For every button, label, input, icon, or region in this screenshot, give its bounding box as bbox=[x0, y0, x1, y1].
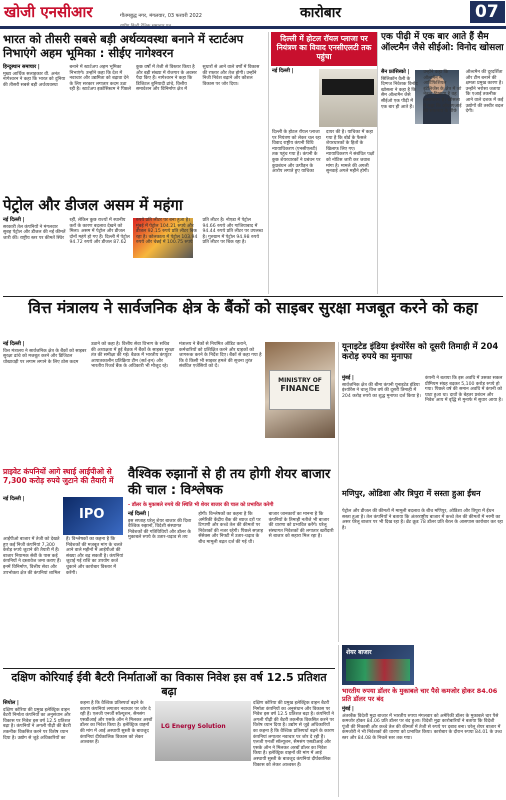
section-title bbox=[300, 2, 380, 22]
masthead-rule bbox=[0, 26, 506, 29]
headline: पेट्रोल और डीजल असम में महंगा bbox=[3, 196, 183, 214]
body-text: सरकारी तेल कंपनियों ने मंगलवार सुबह पेट्रोल और डीजल की नई कीमतें जारी कीं। राष्ट्रीय स्तर पर कीमतें स्थिर रहीं, लेकिन कुछ राज्यों में स्थानीय करों के कारण बदलाव देखने को मिला। असम में पेट्रोल और डीजल दोनों महंगे हो गए हैं। दिल्ली में पेट्रोल 94.72 रुपये और डीजल 87.62 रुपये प्रति लीटर पर बना हुआ है। मुंबई में पेट्रोल 104.21 रुपये और डीजल 92.15 रुपये प्रति लीटर बिक रहा है। कोलकाता में पेट्रोल 103.94 रुपये और चेन्नई में 100.75 रुपये प्रति लीटर है। नोएडा में पेट्रोल 94.66 रुपये और गाजियाबाद में 94.44 रुपये प्रति लीटर पर उपलब्ध है। गुरुग्राम में पेट्रोल 94.98 रुपये प्रति लीटर पर बिक रहा है। bbox=[3, 218, 263, 246]
body-text: इस सप्ताह घरेलू शेयर बाजार की दिशा वैश्विक रुझानों, विदेशी संस्थागत निवेशकों की गतिविधियों और डॉलर के मुकाबले रुपये के उतार-चढ़ाव से तय होगी। विश्लेषकों का कहना है कि अमेरिकी केंद्रीय बैंक की ब्याज दरों पर टिप्पणी और कच्चे तेल की कीमतों पर निवेशकों की नजर रहेगी। पिछले सप्ताह सेंसेक्स और निफ्टी में उतार-चढ़ाव के बीच मामूली बढ़त दर्ज की गई थी। बाजार जानकारों का मानना है कि कंपनियों के तिमाही नतीजे भी बाजार की धारणा को प्रभावित करेंगे। घरेलू संस्थागत निवेशकों की लगातार खरीदारी से बाजार को सहारा मिल रहा है। bbox=[128, 512, 334, 545]
body-text-continued: दक्षिण कोरिया की प्रमुख इलेक्ट्रिक वाहन बैटरी निर्माता कंपनियों का अनुसंधान और विकास पर निवेश इस वर्ष 12.5 प्रतिशत बढ़ा है। कंपनियों ने अगली पीढ़ी की बैटरी तकनीक विकसित करने पर विशेष ध्यान दिया है। उद्योग से जुड़े अधिकारियों का कहना है कि वैश्विक प्रतिस्पर्धा बढ़ने के कारण कंपनियां लगातार नवाचार पर जोर दे रही हैं। एलजी एनर्जी सॉल्यूशन, सैमसंग एसडीआई और एसके ऑन ने मिलकर अरबों डॉलर का निवेश किया है। इलेक्ट्रिक वाहनों की मांग में आई अस्थायी सुस्ती के बावजूद कंपनियां दीर्घकालिक विकास को लेकर आश्वस्त हैं। bbox=[253, 701, 335, 768]
article-share-market bbox=[128, 467, 335, 667]
headline: प्राइवेट कंपनियों आगे स्थाई आईपीओ से 7,300 करोड़ रुपये जुटाने की तैयारी में bbox=[3, 467, 114, 485]
article-body bbox=[3, 342, 263, 464]
article-body bbox=[128, 512, 335, 662]
body-text: सार्वजनिक क्षेत्र की बीमा कंपनी यूनाइटेड इंडिया इंश्योरेंस ने चालू वित्त वर्ष की दूसरी तिमाही में 204 करोड़ रुपये का शुद्ध मुनाफा दर्ज किया है। कंपनी ने बताया कि इस अवधि में उसका सकल प्रीमियम संग्रह बढ़कर 5,100 करोड़ रुपये हो गया। पिछले वर्ष की समान अवधि में कंपनी को घाटा हुआ था। दावों के बेहतर प्रबंधन और निवेश आय में वृद्धि से मुनाफे में सुधार आया है। bbox=[342, 376, 503, 404]
byline: नई दिल्ली | bbox=[3, 217, 25, 223]
byline: नई दिल्ली | bbox=[3, 496, 25, 502]
headline-box bbox=[271, 32, 377, 66]
article-khosla bbox=[381, 32, 504, 294]
sign-line-2: FINANCE bbox=[280, 384, 320, 393]
body-text: वित्त मंत्रालय ने सार्वजनिक क्षेत्र के बैंकों को साइबर सुरक्षा ढांचे को मजबूत करने और डिजिटल धोखाधड़ी पर लगाम लगाने के लिए ठोस कदम उठाने को कहा है। वित्तीय सेवा विभाग के सचिव की अध्यक्षता में हुई बैठक में बैंकों के साइबर सुरक्षा तंत्र की समीक्षा की गई। बैठक में भारतीय कंप्यूटर आपातकालीन प्रतिक्रिया टीम (सर्ट-इन) और भारतीय रिजर्व बैंक के अधिकारी भी मौजूद रहे। मंत्रालय ने बैंकों से नियमित ऑडिट कराने, कर्मचारियों को प्रशिक्षित करने और ग्राहकों को जागरूक करने के निर्देश दिए। बैंकों से कहा गया है कि वे किसी भी साइबर हमले की सूचना तुरंत संबंधित एजेंसियों को दें। bbox=[3, 342, 262, 370]
body-text: सिलिकॉन वैली के दिग्गज निवेशक विनोद खोसला ने कहा है कि सैम ऑल्टमैन जैसे सीईओ एक पीढ़ी में एक बार ही आते हैं। उन्होंने कहा कि ऑल्टमैन ने आर्टिफिशियल इंटेलिजेंस के क्षेत्र में जो नेतृत्व दिखाया है वह असाधारण है। खोसला ने कहा कि ओपनएआई की सफलता के पीछे ऑल्टमैन की दूरदर्शिता और टीम बनाने की क्षमता प्रमुख कारण है। उन्होंने भरोसा जताया कि एआई तकनीक आने वाले दशक में कई उद्योगों की तस्वीर बदल देगी। bbox=[381, 70, 504, 115]
article-finance-body bbox=[3, 342, 263, 464]
headline: दक्षिण कोरियाई ईवी बैटरी निर्माताओं का विकास निवेश इस वर्ष 12.5 प्रतिशत बढ़ा bbox=[11, 671, 327, 698]
article-body bbox=[342, 376, 504, 486]
body-text: आईपीओ बाजार में तेजी को देखते हुए कई निजी कंपनियां 7,300 करोड़ रुपये जुटाने की तैयारी में हैं। बाजार नियामक सेबी के पास कई कंपनियों ने दस्तावेज जमा कराए हैं। इनमें विनिर्माण, वित्तीय सेवा और उपभोक्ता क्षेत्र की कंपनियां शामिल हैं। विश्लेषकों का कहना है कि निवेशकों की मजबूत मांग के चलते आने वाले महीनों में आईपीओ की संख्या और बढ़ सकती है। कंपनियां जुटाई गई राशि का उपयोग कर्ज चुकाने और कारोबार विस्तार में करेंगी। bbox=[3, 537, 124, 576]
logo: खोजी एनसीआर bbox=[4, 3, 93, 21]
article-body bbox=[3, 65, 265, 189]
byline-block bbox=[3, 497, 61, 537]
article-korea-ev bbox=[3, 671, 335, 798]
ministry-photo bbox=[265, 342, 335, 438]
bottom-rule bbox=[3, 668, 335, 669]
sign-line-1: MINISTRY OF bbox=[278, 377, 322, 384]
byline: नई दिल्ली | bbox=[3, 341, 25, 347]
byline: मुंबई | bbox=[342, 706, 354, 712]
article-body-top bbox=[272, 69, 317, 129]
byline: सियोल | bbox=[3, 700, 19, 706]
photo-label: LG Energy Solution bbox=[161, 723, 226, 730]
headline: एक पीढ़ी में एक बार आते हैं सैम ऑल्टमैन जैसे सीईओ: विनोद खोसला bbox=[381, 32, 504, 53]
body-text: मुख्य आर्थिक सलाहकार वी. अनंत नागेश्वरन ने कहा कि भारत को दुनिया की तीसरी सबसे बड़ी अर्थव्यवस्था बनाने में स्टार्टअप अहम भूमिका निभाएंगे। उन्होंने कहा कि देश में नवाचार और उद्यमिता को बढ़ावा देने के लिए सरकार लगातार कदम उठा रही है। स्टार्टअप इकोसिस्टम ने पिछले कुछ वर्षों में तेजी से विस्तार किया है और बड़ी संख्या में रोजगार के अवसर पैदा किए हैं। नागेश्वरन ने कहा कि डिजिटल बुनियादी ढांचे, वित्तीय समावेशन और विनिर्माण क्षेत्र में सुधारों से आने वाले वर्षों में विकास की रफ्तार और तेज होगी। उन्होंने निजी निवेश बढ़ाने और कौशल विकास पर जोर दिया। bbox=[3, 65, 260, 93]
body-text: दिल्ली के होटल रॉयल प्लाजा पर नियंत्रण को लेकर चल रहा विवाद राष्ट्रीय कंपनी विधि न्यायाधिकरण (एनसीएलटी) तक पहुंच गया है। कंपनी के कुछ शेयरधारकों ने प्रबंधन पर कुप्रबंधन और उत्पीड़न के आरोप लगाते हुए याचिका दायर की है। याचिका में कहा गया है कि बोर्ड के फैसले शेयरधारकों के हितों के खिलाफ लिए गए। न्यायाधिकरण ने संबंधित पक्षों को नोटिस जारी कर जवाब मांगा है। मामले की अगली सुनवाई अगले महीने होगी। bbox=[272, 130, 375, 175]
article-united-india bbox=[338, 342, 504, 642]
article-body-right bbox=[253, 701, 335, 797]
headline: भारतीय रुपया डॉलर के मुकाबले चार पैसे कमजोर होकर 84.06 प्रति डॉलर पर बंद bbox=[342, 687, 498, 703]
date-line: गौतमबुद्ध नगर, मंगलवार, 03 फरवरी 2022 bbox=[120, 13, 202, 19]
article-petrol bbox=[3, 196, 265, 294]
article-body bbox=[342, 707, 502, 795]
ipo-graphic bbox=[63, 497, 123, 535]
photo-label: शेयर बाजार bbox=[346, 649, 372, 656]
byline: मुंबई | bbox=[342, 375, 354, 381]
sub-body bbox=[342, 509, 504, 637]
headline: वैश्विक रुझानों से ही तय होगी शेयर बाजार की चाल : विश्लेषक bbox=[128, 467, 331, 498]
lg-photo bbox=[155, 701, 251, 761]
byline: नई दिल्ली | bbox=[128, 511, 150, 517]
article-body-left bbox=[3, 701, 153, 797]
section-label: कारोबार bbox=[300, 5, 342, 21]
article-ipo bbox=[3, 467, 125, 667]
sub-body-text: पेट्रोल और डीजल की कीमतों में मामूली बदलाव के बीच मणिपुर, ओडिशा और त्रिपुरा में ईंधन सस्ता हुआ है। तेल कंपनियों ने बताया कि अंतरराष्ट्रीय बाजार में कच्चे तेल की कीमतों में नरमी का असर घरेलू बाजार पर भी दिख रहा है। ब्रेंट क्रूड 78 डॉलर प्रति बैरल के आसपास कारोबार कर रहा है। bbox=[342, 509, 503, 531]
headline: यूनाइटेड इंडिया इंश्योरेंस को दूसरी तिमाही में 204 करोड़ रुपये का मुनाफा bbox=[342, 342, 499, 362]
body-text: दक्षिण कोरिया की प्रमुख इलेक्ट्रिक वाहन बैटरी निर्माता कंपनियों का अनुसंधान और विकास पर निवेश इस वर्ष 12.5 प्रतिशत बढ़ा है। कंपनियों ने अगली पीढ़ी की बैटरी तकनीक विकसित करने पर विशेष ध्यान दिया है। उद्योग से जुड़े अधिकारियों का कहना है कि वैश्विक प्रतिस्पर्धा बढ़ने के कारण कंपनियां लगातार नवाचार पर जोर दे रही हैं। एलजी एनर्जी सॉल्यूशन, सैमसंग एसडीआई और एसके ऑन ने मिलकर अरबों डॉलर का निवेश किया है। इलेक्ट्रिक वाहनों की मांग में आई अस्थायी सुस्ती के बावजूद कंपनियां दीर्घकालिक विकास को लेकर आश्वस्त हैं। bbox=[3, 701, 153, 746]
page-number-box bbox=[470, 1, 505, 23]
headline: वित्त मंत्रालय ने सार्वजनिक क्षेत्र के बैंकों को साइबर सुरक्षा मजबूत करने को कहा bbox=[28, 299, 478, 317]
page-number: 07 bbox=[475, 2, 499, 22]
article-hotel bbox=[268, 32, 378, 294]
article-body bbox=[3, 537, 125, 665]
article-body bbox=[3, 218, 265, 292]
section-rule bbox=[3, 296, 503, 297]
byline: सैन फ्रांसिस्को | bbox=[381, 69, 410, 75]
masthead bbox=[0, 0, 506, 26]
rupee-photo bbox=[342, 645, 414, 685]
date-bar bbox=[120, 2, 290, 19]
headline: दिल्ली में होटल रॉयल प्लाजा पर नियंत्रण का विवाद एनसीएलटी तक पहुंचा bbox=[276, 34, 372, 61]
headline: भारत को तीसरी सबसे बड़ी अर्थव्यवस्था बनाने में स्टार्टअप निभाएंगे अहम भूमिका : सीईए नागेश्वरन bbox=[3, 32, 244, 60]
byline: नई दिल्ली | bbox=[272, 68, 294, 74]
tagline-bar bbox=[120, 12, 290, 20]
nclt-photo bbox=[319, 69, 377, 127]
article-rupee bbox=[338, 645, 504, 797]
deck: - डॉलर के मुकाबले रुपये की स्थिति भी शेयर बाजार की चाल को प्रभावित करेगी bbox=[128, 502, 274, 508]
sub-headline: मणिपुर, ओडिशा और त्रिपुरा में सस्ता हुआ ईंधन bbox=[342, 489, 481, 498]
article-startup bbox=[3, 32, 265, 192]
byline: हिन्दुस्थान समाचार | bbox=[3, 64, 40, 70]
article-body bbox=[272, 130, 376, 292]
body-text: अंतरबैंक विदेशी मुद्रा बाजार में भारतीय रुपया मंगलवार को अमेरिकी डॉलर के मुकाबले चार पैसे कमजोर होकर 84.06 प्रति डॉलर पर बंद हुआ। विदेशी मुद्रा कारोबारियों ने बताया कि विदेशी पूंजी की निकासी और कच्चे तेल की कीमतों में तेजी से रुपये पर दबाव बना। घरेलू शेयर बाजार में कमजोरी ने भी निवेशकों की धारणा को प्रभावित किया। कारोबार के दौरान रुपया 84.01 के उच्च स्तर और 84.08 के निचले स्तर तक गया। bbox=[342, 713, 502, 741]
logo-block bbox=[2, 1, 120, 25]
ipo-badge: IPO bbox=[79, 507, 105, 522]
article-body bbox=[381, 70, 504, 292]
